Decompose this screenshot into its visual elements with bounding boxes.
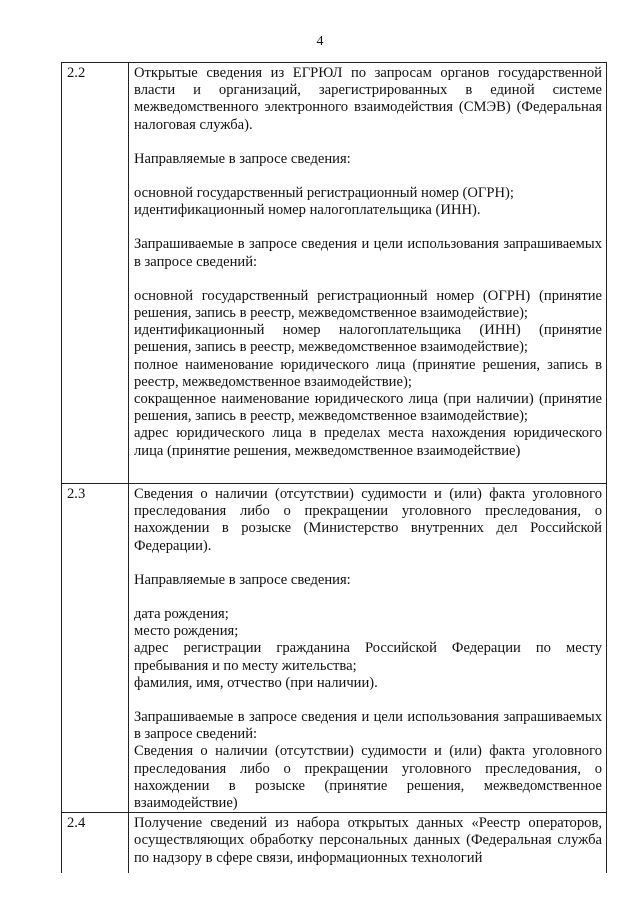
table-row <box>62 484 607 813</box>
list-item: идентификационный номер налогоплательщика (ИНН). <box>134 202 481 219</box>
row-number: 2.3 <box>62 484 129 813</box>
row-number: 2.2 <box>62 63 129 484</box>
row-intro: Открытые сведения из ЕГРЮЛ по запросам органов государственной власти и организаций, зарегистрированных в единой системе межведомственного электронного взаимодействия (СМЭВ) (Федеральная налоговая служба). <box>134 65 602 133</box>
requested-header: Запрашиваемые в запросе сведения и цели использования запрашиваемых в запросе сведений: <box>134 236 602 270</box>
list-item: дата рождения; <box>134 606 229 623</box>
requirements-table <box>61 62 607 873</box>
row-content <box>129 63 607 484</box>
list-item: фамилия, имя, отчество (при наличии). <box>134 674 378 691</box>
list-item: место рождения; <box>134 623 239 640</box>
row-number: 2.4 <box>62 813 129 874</box>
list-item: сокращенное наименование юридического лица (при наличии) (принятие решения, запись в реестр, межведомственное взаимодействие); <box>134 391 602 425</box>
list-item: основной государственный регистрационный номер (ОГРН) (принятие решения, запись в реестр, межведомственное взаимодействие); <box>134 287 602 322</box>
table-row <box>62 63 607 484</box>
sent-header: Направляемые в запросе сведения: <box>134 571 351 588</box>
sent-header: Направляемые в запросе сведения: <box>134 150 351 167</box>
row-intro: Получение сведений из набора открытых данных «Реестр операторов, осуществляющих обработку персональных данных (Федеральная служба по надзору в сфере связи, информационных технологий <box>134 815 602 866</box>
list-item: адрес юридического лица в пределах места нахождения юридического лица (принятие решения, межведомственное взаимодействие) <box>134 425 602 459</box>
table-row <box>62 813 607 874</box>
list-item: Сведения о наличии (отсутствии) судимости и (или) факта уголовного преследования либо о прекращении уголовного преследования, о нахождении в розыске (принятие решения, межведомственное взаимодействие) <box>134 743 602 812</box>
page-number: 4 <box>316 34 324 49</box>
list-item: основной государственный регистрационный номер (ОГРН); <box>134 185 514 202</box>
list-item: идентификационный номер налогоплательщика (ИНН) (принятие решения, запись в реестр, межведомственное взаимодействие); <box>134 322 602 356</box>
row-content <box>129 484 607 813</box>
requested-header: Запрашиваемые в запросе сведения и цели использования запрашиваемых в запросе сведений: <box>134 709 602 743</box>
list-item: адрес регистрации гражданина Российской Федерации по месту пребывания и по месту жительства; <box>134 640 602 674</box>
row-content <box>129 813 607 874</box>
list-item: полное наименование юридического лица (принятие решения, запись в реестр, межведомственное взаимодействие); <box>134 356 602 390</box>
row-intro: Сведения о наличии (отсутствии) судимости и (или) факта уголовного преследования либо о прекращении уголовного преследования, о нахождении в розыске (Министерство внутренних дел Российской Федерации). <box>134 486 602 554</box>
